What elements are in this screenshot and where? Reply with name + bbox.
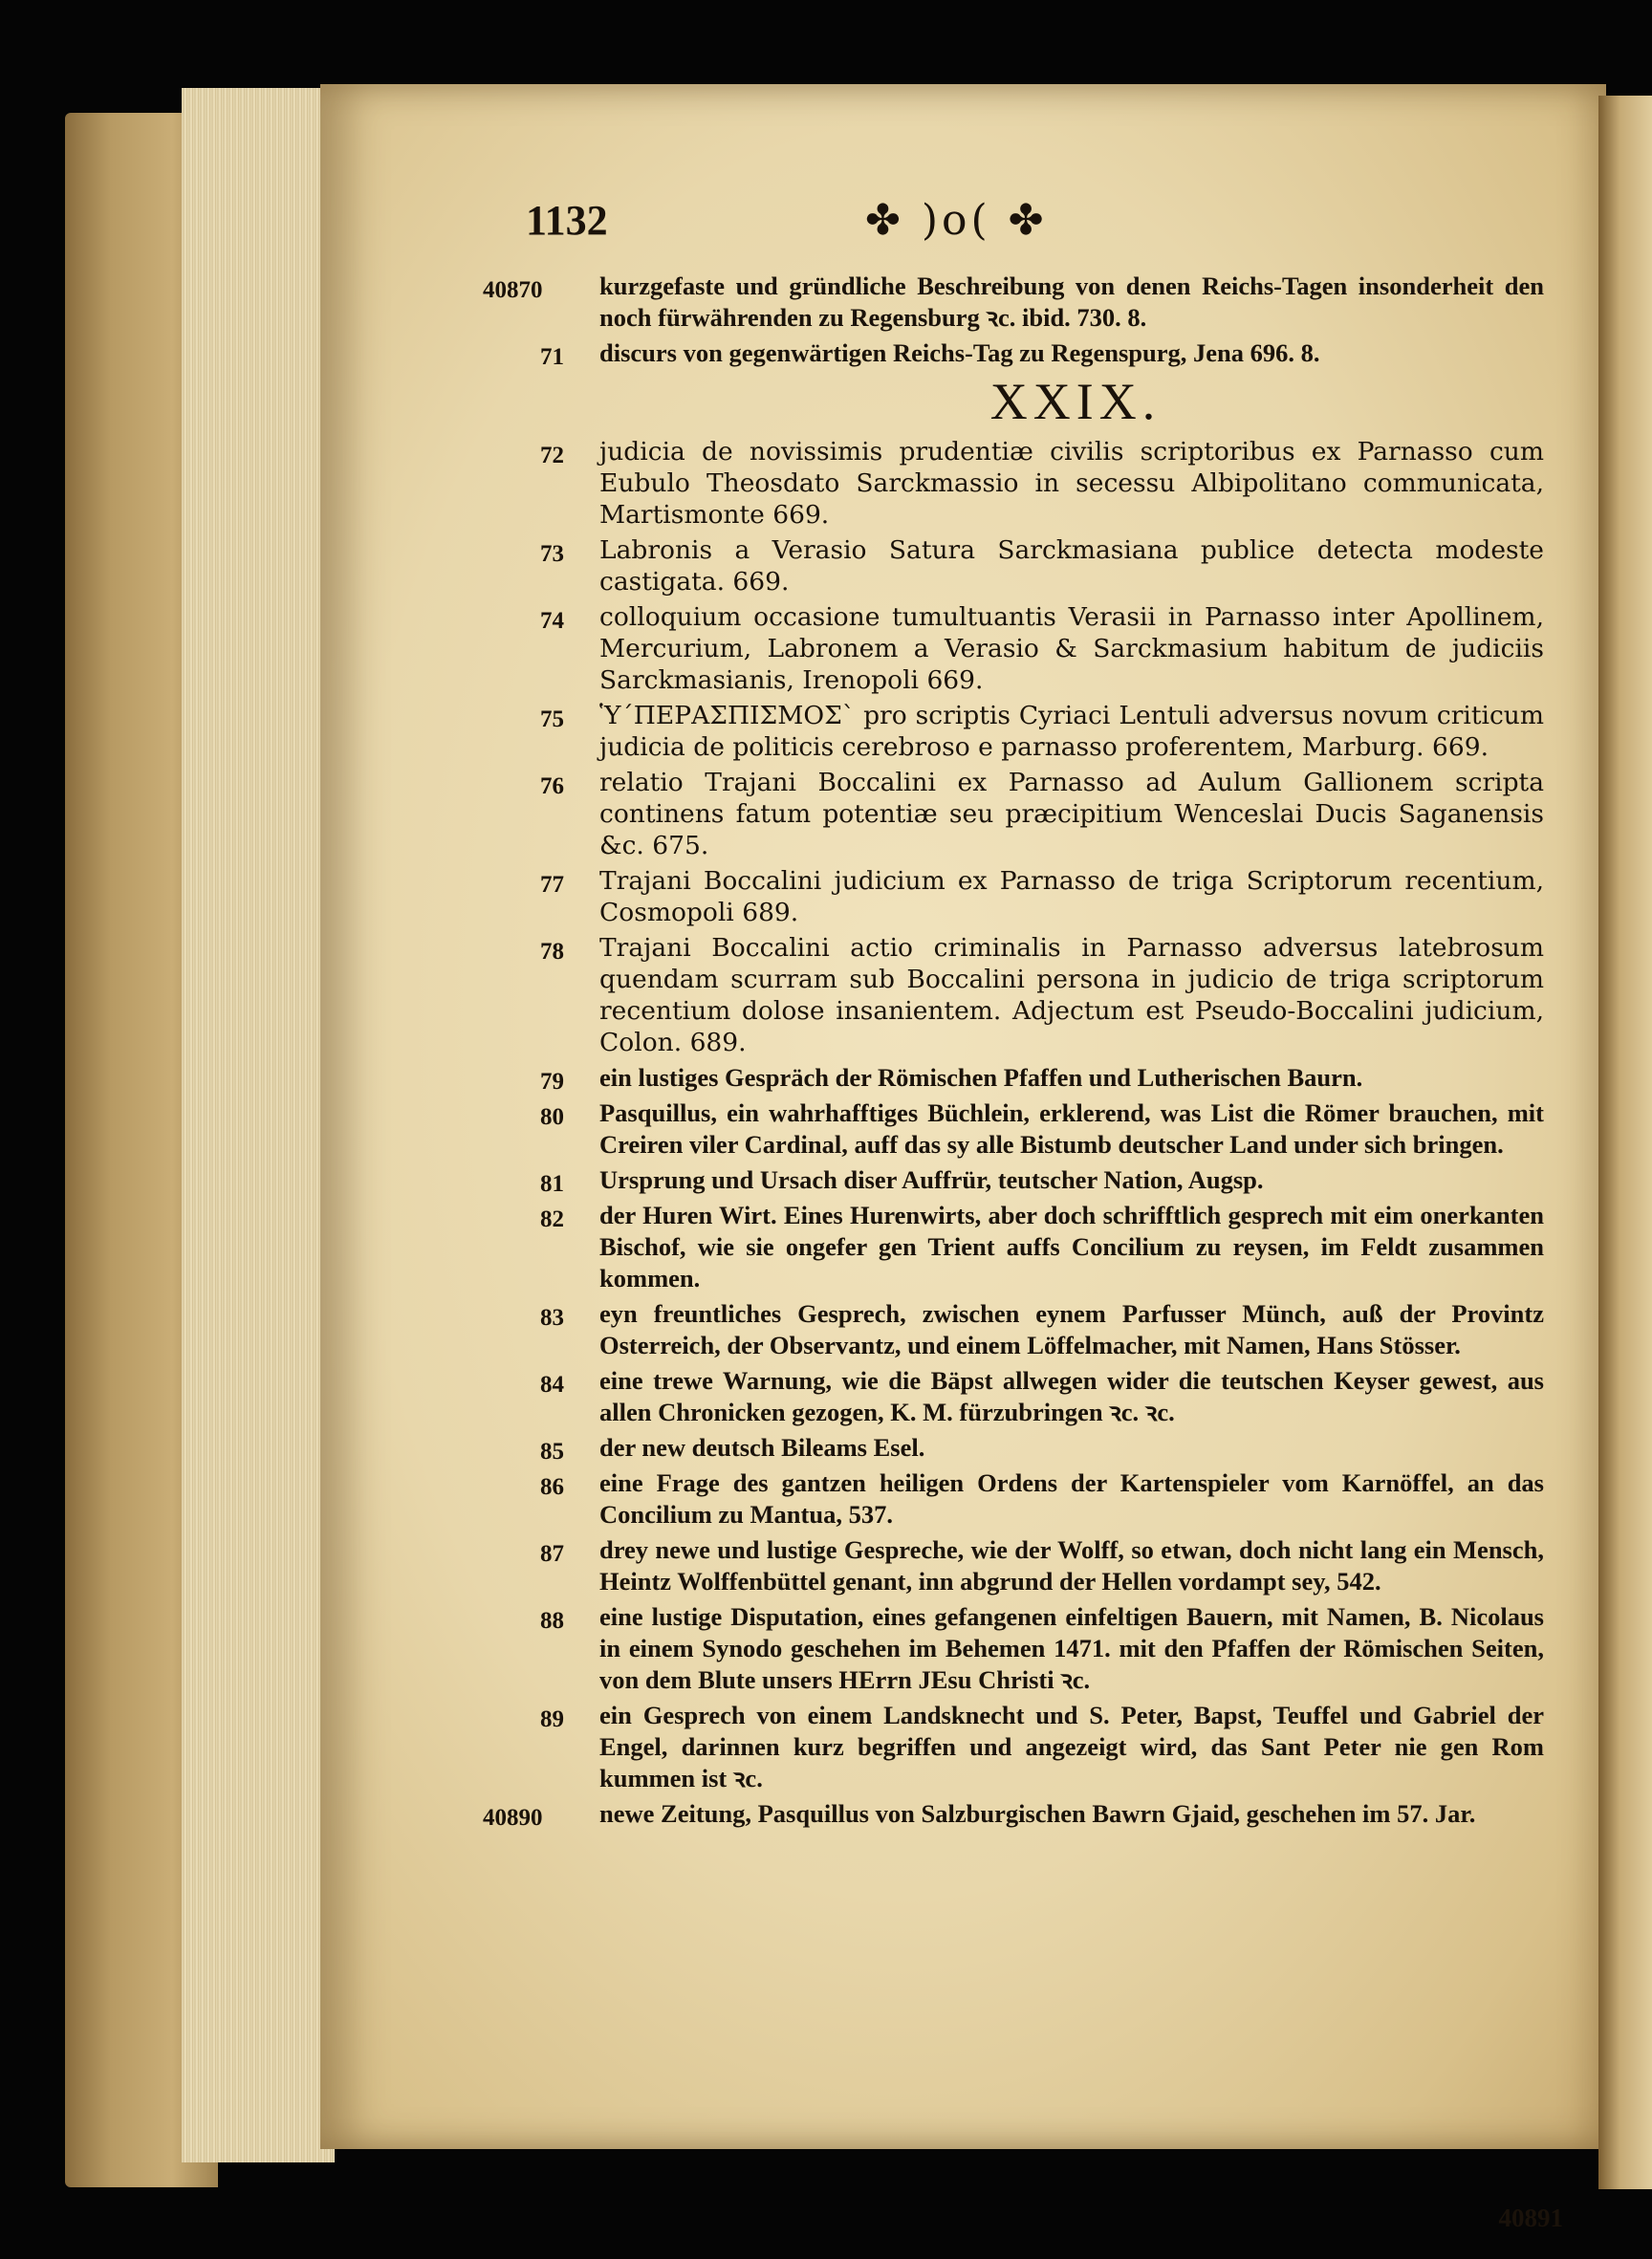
entry-number: 89 [540,1706,564,1732]
entry-text: Trajani Boccalini judicium ex Parnasso de triga Scriptorum recentium, Cosmopoli 689. [599,866,1544,927]
entry-text: Ὑ´ΠΕΡΑΣΠΙΣΜΟΣ` pro scriptis Cyriaci Lentuli adversus novum criticum judicia de politicis cerebroso e parnasso proferentem, Marburg. 669. [599,701,1544,762]
entry-text: kurzgefaste und gründliche Beschreibung von denen Reichs-Tagen insonderheit den noch fürwährenden zu Regensburg ꝛc. ibid. 730. 8. [599,272,1544,332]
entry-number: 87 [540,1541,564,1567]
catalog-entry [540,1062,1544,1095]
catalog-entry [540,1097,1544,1161]
entry-number: 85 [540,1439,564,1465]
entries-list [483,271,1544,1834]
entry-number: 40890 [483,1805,543,1831]
entry-text: drey newe und lustige Gespreche, wie der Wolff, so etwan, doch nicht lang ein Mensch, Heintz Wolffenbüttel genant, inn abgrund der Hellen vordampt sey, 542. [599,1535,1544,1596]
entry-text: ein lustiges Gespräch der Römischen Pfaffen und Lutherischen Baurn. [599,1063,1363,1092]
catalog-entry [540,767,1544,861]
catalog-entry [540,601,1544,696]
entry-text: eine trewe Warnung, wie die Bäpst allwegen wider die teutschen Keyser gewest, aus allen Chronicken gezogen, K. M. fürzubringen ꝛc. ꝛc. [599,1366,1544,1426]
entry-text: discurs von gegenwärtigen Reichs-Tag zu Regenspurg, Jena 696. 8. [599,338,1320,367]
entry-number: 79 [540,1069,564,1095]
entry-text: ein Gesprech von einem Landsknecht und S. Peter, Bapst, Teuffel und Gabriel der Engel, darinnen kurz begriffen und angezeigt wird, das Sant Peter nie gen Rom kummen ist ꝛc. [599,1701,1544,1792]
facing-page-edge [1598,96,1652,2189]
catalog-entry [540,1467,1544,1531]
catalog-entry [540,1200,1544,1294]
entry-text: relatio Trajani Boccalini ex Parnasso ad Aulum Gallionem scripta continens fatum potentiæ seu præcipitium Wenceslai Ducis Saganensis &c. 675. [599,768,1544,860]
page-content [483,196,1563,2232]
catalog-entry [540,865,1544,928]
entry-text: Ursprung und Ursach diser Auffrür, teutscher Nation, Augsp. [599,1165,1264,1194]
entry-number: 40870 [483,277,543,303]
entry-number: 76 [540,773,564,799]
catalog-entry [540,1432,1544,1465]
catalog-entry [540,436,1544,531]
entry-text: Pasquillus, ein wahrhafftiges Büchlein, erklerend, was List die Römer brauchen, mit Creiren viler Cardinal, auff das sy alle Bistumb deutscher Land under sich bringen. [599,1098,1544,1159]
entry-number: 77 [540,872,564,898]
entry-number: 75 [540,706,564,732]
catalog-entry [540,1298,1544,1361]
page-edges [182,88,335,2162]
entry-number: 78 [540,939,564,965]
entry-text: eine lustige Disputation, eines gefangenen einfeltigen Bauern, mit Namen, B. Nicolaus in einem Synodo geschehen im Behemen 1471. mit den Pfaffen der Römischen Seiten, von dem Blute unsers HErrn JEsu Christi ꝛc. [599,1602,1544,1694]
entry-number: 82 [540,1206,564,1232]
entry-text: Trajani Boccalini actio criminalis in Parnasso adversus latebrosum quendam scurram sub Boccalini persona in judicio de triga scriptorum recentium dolose insanientem. Adjectum est Pseudo-Boccalini judicium, Colon. 689. [599,933,1544,1057]
catalog-entry [540,1534,1544,1597]
entry-number: 88 [540,1608,564,1634]
entry-text: colloquium occasione tumultuantis Verasii in Parnasso inter Apollinem, Mercurium, Labronem a Verasio & Sarckmasium habitum de judiciis Sarckmasianis, Irenopoli 669. [599,602,1544,695]
catchword: 40891 [1498,2204,1563,2232]
entry-text: der Huren Wirt. Eines Hurenwirts, aber doch schrifftlich gesprech mit eim onerkanten Bischof, wie sie ongefer gen Trient auffs Concilium zu reysen, im Feldt zusammen kommen. [599,1201,1544,1292]
entry-text: eyn freuntliches Gesprech, zwischen eynem Parfusser Münch, auß der Provintz Osterreich, der Observantz, und einem Löffelmacher, mit Namen, Hans Stösser. [599,1299,1544,1359]
catalog-entry [540,1164,1544,1197]
catalog-entry [483,1798,1544,1831]
entry-number: 84 [540,1372,564,1398]
entry-text: Labronis a Verasio Satura Sarckmasiana publice detecta modeste castigata. 669. [599,535,1544,597]
header-ornament: ✤ )o( ✤ [865,196,1048,245]
catalog-entry [540,1601,1544,1696]
catalog-entry [483,271,1544,334]
entry-text: eine Frage des gantzen heiligen Ordens der Kartenspieler vom Karnöffel, an das Concilium zu Mantua, 537. [599,1468,1544,1529]
entry-text: judicia de novissimis prudentiæ civilis scriptoribus ex Parnasso cum Eubulo Theosdato Sarckmassio in secessu Albipolitano communicata, Martismonte 669. [599,437,1544,530]
entry-text: newe Zeitung, Pasquillus von Salzburgischen Bawrn Gjaid, geschehen im 57. Jar. [599,1799,1476,1828]
entry-number: 71 [540,344,564,370]
catalog-entry [540,534,1544,597]
entry-number: 73 [540,541,564,567]
page-footer [550,2204,1563,2242]
catalog-entry [540,337,1544,370]
catalog-entry [540,1700,1544,1794]
catalog-entry [540,932,1544,1058]
entry-text: der new deutsch Bileams Esel. [599,1433,925,1462]
entry-number: 72 [540,443,564,468]
entry-number: 74 [540,608,564,634]
catalog-entry [540,700,1544,763]
page-header [526,196,1544,263]
catalog-entry [540,1365,1544,1428]
entry-number: 86 [540,1474,564,1500]
entry-number: 83 [540,1305,564,1331]
entry-number: 81 [540,1171,564,1197]
page-number: 1132 [526,197,608,244]
entry-number: 80 [540,1104,564,1130]
section-heading: XXIX. [989,373,1162,430]
